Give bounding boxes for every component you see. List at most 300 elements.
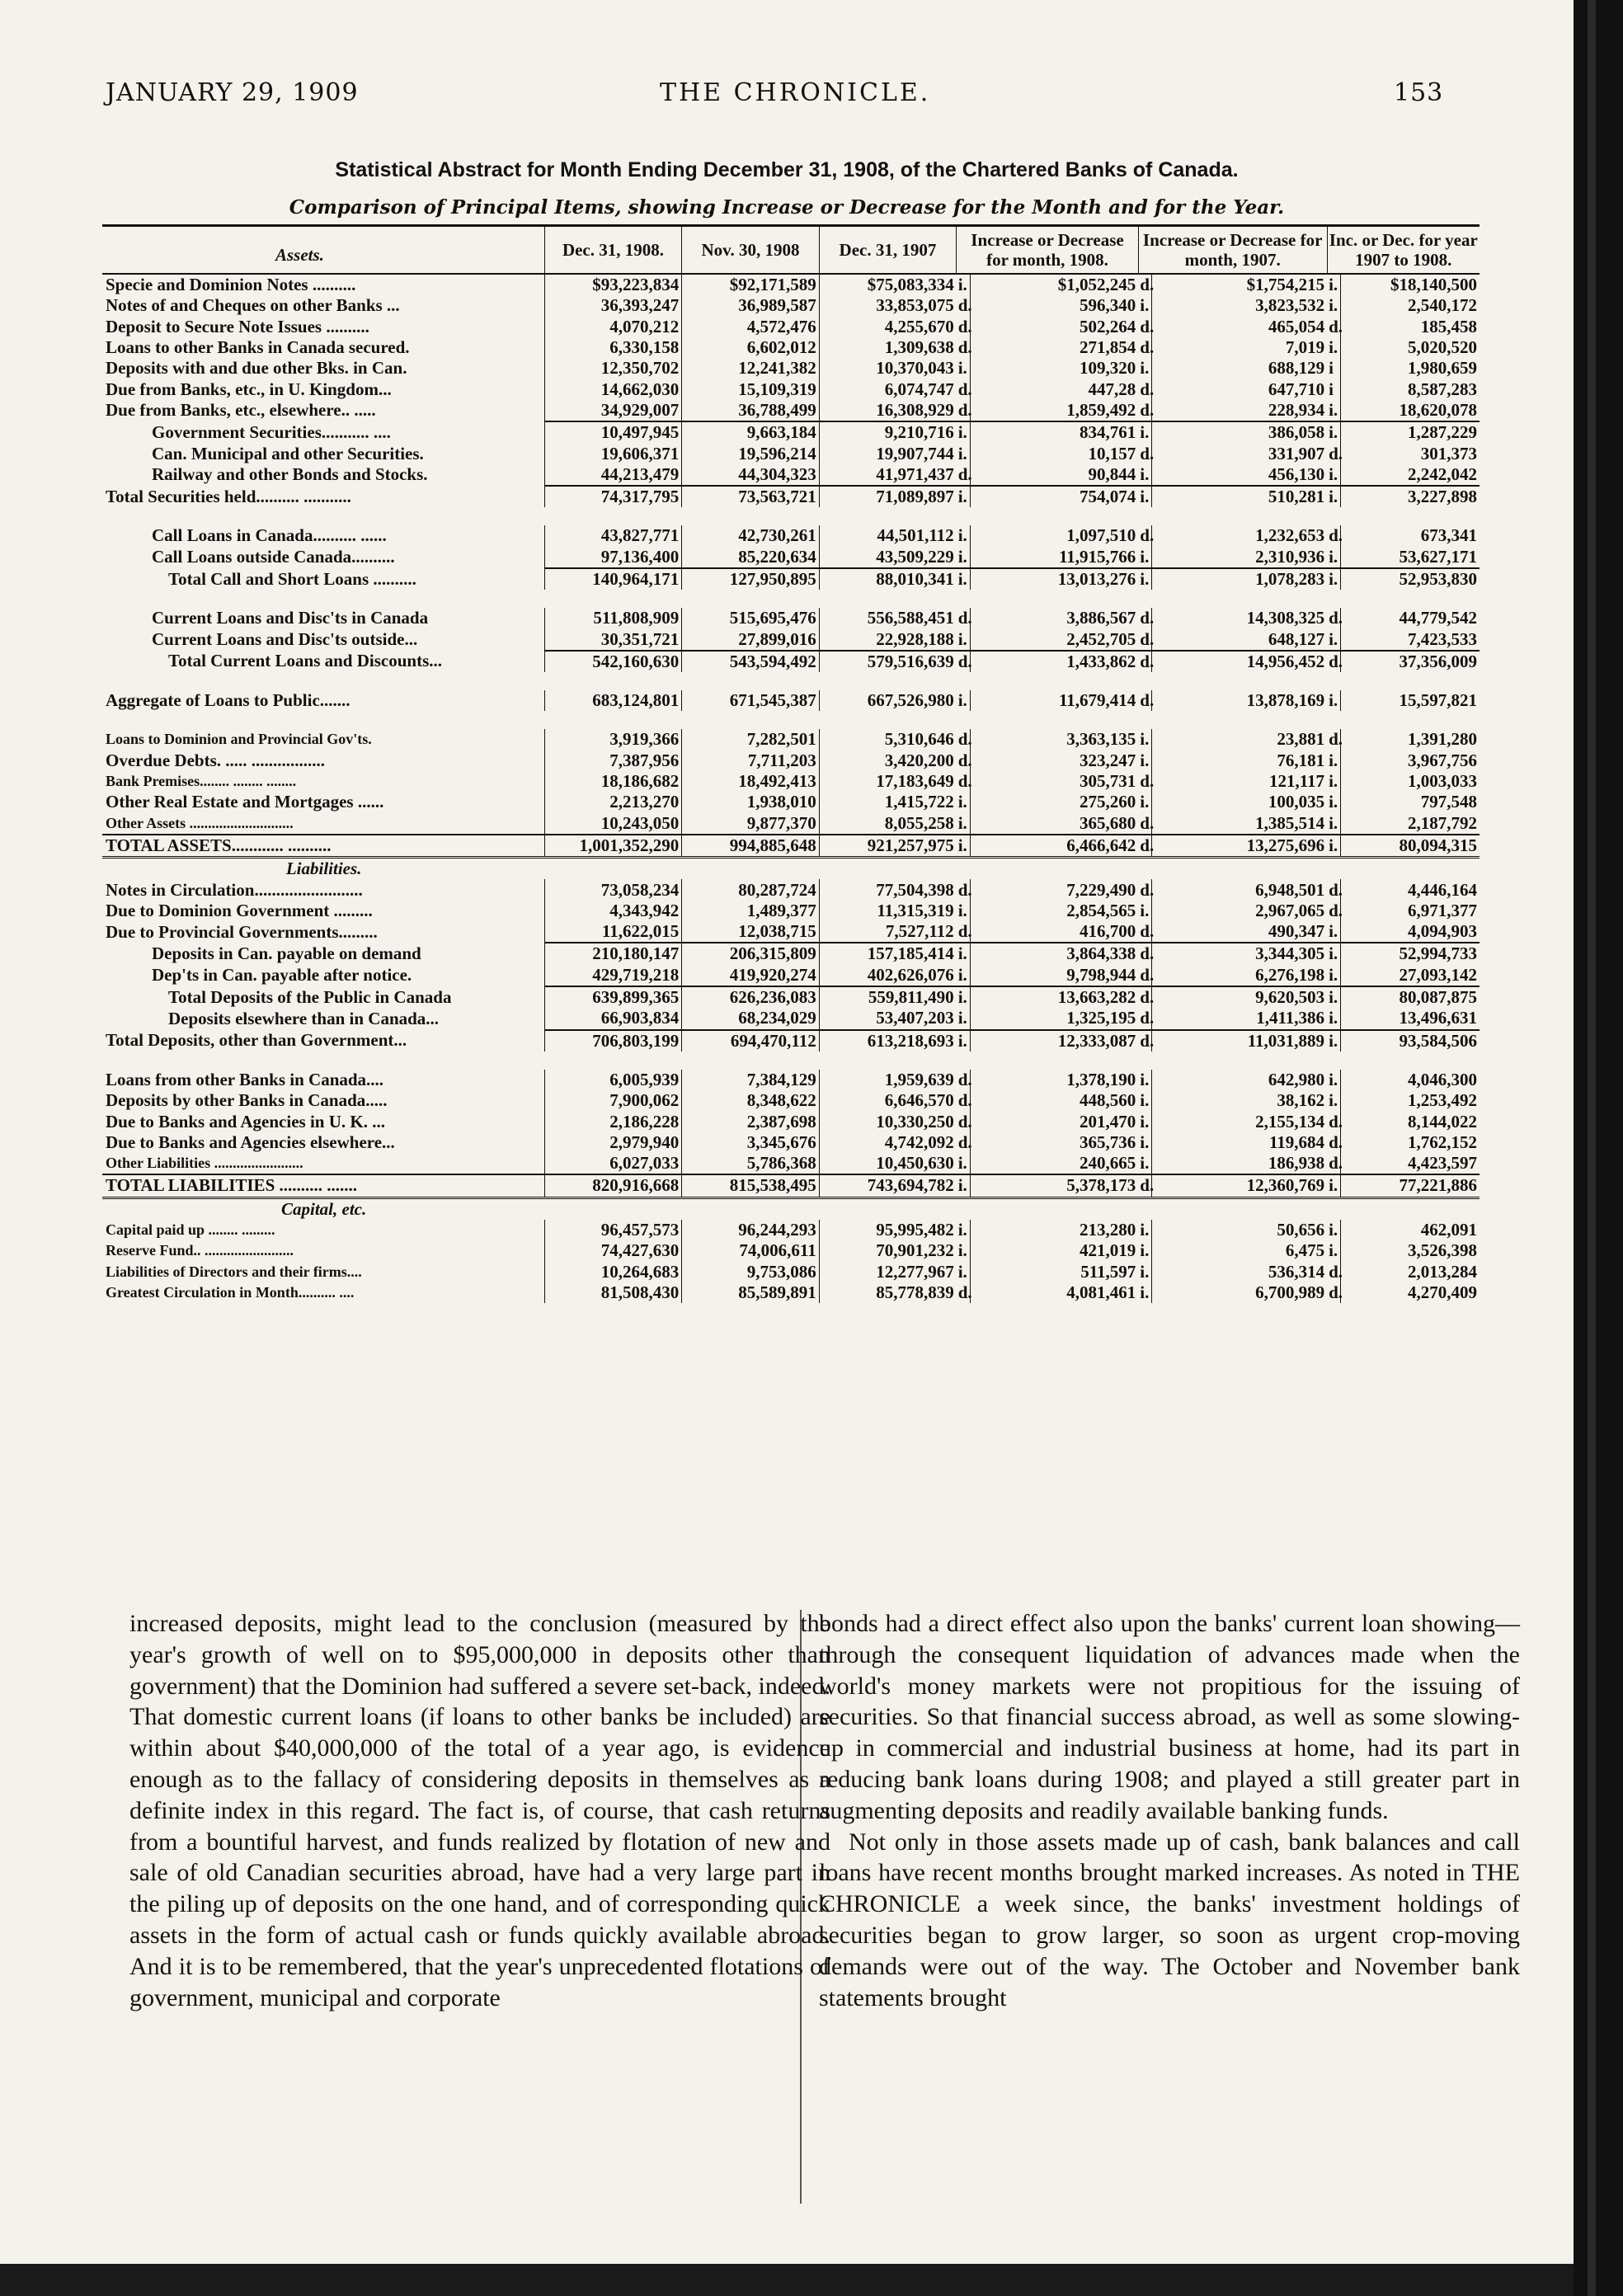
- flag-month-1907: i.: [1329, 1090, 1338, 1111]
- value-dec-1908: 4,070,212: [544, 317, 681, 337]
- flag-month-1907: i.: [1329, 1069, 1338, 1089]
- table-row: [102, 690, 1480, 711]
- value-dec-1908: 6,330,158: [544, 337, 681, 358]
- table-section-row: [102, 858, 1480, 880]
- table-row: [102, 1111, 1480, 1132]
- change-month-1907: 2,155,134: [1152, 1111, 1327, 1132]
- flag-month-1907: d.: [1329, 1132, 1343, 1152]
- value-nov-1908: 12,038,715: [682, 921, 819, 943]
- value-dec-1907: 559,811,490: [819, 986, 956, 1008]
- flag-month-1907: d.: [1329, 729, 1343, 750]
- flag-month-1907: i.: [1329, 1240, 1338, 1261]
- change-month-1908: 6,466,642: [970, 835, 1138, 858]
- value-dec-1907: 1,959,639: [819, 1070, 956, 1090]
- change-month-1908: 201,470: [970, 1111, 1138, 1132]
- table-row: [102, 400, 1480, 421]
- flag-month-1907: i.: [1329, 690, 1338, 711]
- table-row: [102, 486, 1480, 507]
- flag-month-1907: i.: [1329, 1008, 1338, 1028]
- value-dec-1908: 96,457,573: [544, 1220, 681, 1240]
- flag-month-1908: i.: [1140, 792, 1150, 812]
- value-dec-1907: 667,526,980: [819, 690, 956, 711]
- flag-month-1907: d.: [1329, 608, 1343, 628]
- change-month-1908: 1,378,190: [970, 1070, 1138, 1090]
- flag-month-1908: d.: [1140, 399, 1155, 420]
- flag-dec-1907: i.: [957, 568, 970, 590]
- row-label: Total Deposits, other than Government...: [106, 1030, 407, 1051]
- flag-dec-1907: i.: [957, 964, 967, 985]
- change-month-1907: 688,129: [1152, 358, 1327, 379]
- value-nov-1908: 96,244,293: [682, 1220, 819, 1240]
- value-nov-1908: 27,899,016: [682, 628, 819, 650]
- change-month-1908: 596,340: [970, 295, 1138, 316]
- value-nov-1908: 994,885,648: [682, 835, 819, 858]
- row-label: Due from Banks, etc., elsewhere.. .....: [106, 400, 376, 421]
- flag-month-1908: d.: [1140, 1008, 1155, 1028]
- change-month-1907: 14,956,452: [1152, 651, 1327, 672]
- flag-month-1908: d.: [1140, 628, 1155, 649]
- value-dec-1908: 140,964,171: [544, 568, 681, 590]
- change-month-1907: 228,934: [1152, 400, 1327, 421]
- flag-month-1907: i.: [1329, 337, 1338, 358]
- table-row: [102, 317, 1480, 337]
- row-label: Current Loans and Disc'ts outside...: [152, 629, 418, 650]
- row-label: Notes in Circulation.........................: [106, 879, 363, 900]
- table-row: [102, 1261, 1480, 1282]
- table-row: [102, 943, 1480, 964]
- column-header-dec-1908: Dec. 31, 1908.: [544, 226, 681, 275]
- section-filler: [544, 1197, 1480, 1220]
- change-month-1907: 9,620,503: [1152, 986, 1327, 1008]
- flag-dec-1907: i.: [957, 1174, 970, 1197]
- flag-dec-1907: i.: [957, 1220, 967, 1240]
- flag-month-1908: d.: [1140, 337, 1155, 358]
- change-year: 3,227,898: [1340, 486, 1480, 507]
- change-month-1908: 3,864,338: [970, 943, 1138, 964]
- change-month-1908: 12,333,087: [970, 1030, 1138, 1052]
- change-month-1907: 465,054: [1152, 317, 1327, 337]
- value-nov-1908: 42,730,261: [682, 525, 819, 546]
- change-year: 4,423,597: [1340, 1153, 1480, 1174]
- value-dec-1908: 73,058,234: [544, 879, 681, 900]
- column-header-change-month-1907: Increase or Decrease for month, 1907.: [1138, 226, 1327, 275]
- change-month-1907: 50,656: [1152, 1220, 1327, 1240]
- row-label: Total Deposits of the Public in Canada: [168, 986, 452, 1007]
- flag-month-1908: i.: [1140, 358, 1150, 379]
- flag-month-1908: i.: [1140, 295, 1150, 316]
- change-month-1907: 642,980: [1152, 1070, 1327, 1090]
- change-year: 80,087,875: [1340, 986, 1480, 1008]
- flag-month-1907: i.: [1327, 421, 1340, 443]
- change-month-1908: 9,798,944: [970, 965, 1138, 986]
- value-nov-1908: $92,171,589: [682, 274, 819, 295]
- change-month-1907: 648,127: [1152, 628, 1327, 650]
- abstract-subtitle: Comparison of Principal Items, showing Increase or Decrease for the Month and for the Year.: [289, 196, 1285, 219]
- value-dec-1908: 6,027,033: [544, 1153, 681, 1174]
- flag-dec-1907: i.: [957, 943, 970, 964]
- flag-month-1908: d.: [1140, 771, 1155, 792]
- row-label: Liabilities of Directors and their firms....: [106, 1263, 362, 1280]
- flag-month-1908: d.: [1140, 651, 1155, 671]
- value-dec-1908: 74,427,630: [544, 1240, 681, 1261]
- flag-month-1907: i.: [1327, 986, 1340, 1008]
- row-label: TOTAL ASSETS............ ..........: [102, 835, 544, 858]
- value-nov-1908: 6,602,012: [682, 337, 819, 358]
- change-year: 37,356,009: [1340, 651, 1480, 672]
- value-dec-1908: 10,497,945: [544, 421, 681, 443]
- value-nov-1908: 74,006,611: [682, 1240, 819, 1261]
- flag-month-1908: i.: [1140, 750, 1150, 770]
- table-row: [102, 337, 1480, 358]
- flag-month-1908: i.: [1138, 486, 1151, 507]
- change-year: 2,013,284: [1340, 1261, 1480, 1282]
- row-label: Other Assets ............................: [106, 814, 294, 831]
- flag-month-1907: i.: [1329, 964, 1338, 985]
- change-month-1908: 1,859,492: [970, 400, 1138, 421]
- row-label: Loans to Dominion and Provincial Gov'ts.: [106, 731, 372, 748]
- table-row: [102, 608, 1480, 628]
- flag-month-1907: d.: [1329, 1111, 1343, 1132]
- table-row: [102, 835, 1480, 858]
- value-nov-1908: 671,545,387: [682, 690, 819, 711]
- row-label: Due to Dominion Government .........: [106, 900, 373, 920]
- table-row: [102, 358, 1480, 379]
- change-month-1907: 1,385,514: [1152, 813, 1327, 835]
- value-nov-1908: 543,594,492: [682, 651, 819, 672]
- table-row: [102, 525, 1480, 546]
- value-dec-1908: 97,136,400: [544, 547, 681, 568]
- value-dec-1907: 7,527,112: [819, 921, 956, 943]
- row-label: Call Loans in Canada.......... ......: [152, 525, 387, 546]
- value-nov-1908: 4,572,476: [682, 317, 819, 337]
- value-nov-1908: 419,920,274: [682, 965, 819, 986]
- table-row: [102, 1240, 1480, 1261]
- flag-month-1908: i.: [1140, 546, 1150, 567]
- value-dec-1907: 4,742,092: [819, 1132, 956, 1153]
- row-label: Deposits by other Banks in Canada.....: [106, 1090, 388, 1111]
- value-nov-1908: 206,315,809: [682, 943, 819, 964]
- flag-month-1908: i.: [1140, 1261, 1150, 1282]
- value-dec-1908: 2,213,270: [544, 792, 681, 812]
- flag-month-1908: i.: [1140, 463, 1150, 484]
- change-year: 301,373: [1340, 443, 1480, 463]
- spacer-cell: [102, 507, 1480, 525]
- change-month-1907: 647,710: [1152, 379, 1327, 399]
- page-bottom-edge: [0, 2264, 1574, 2296]
- value-dec-1908: 820,916,668: [544, 1174, 681, 1197]
- change-month-1908: 754,074: [970, 486, 1138, 507]
- table-row: [102, 986, 1480, 1008]
- value-nov-1908: 80,287,724: [682, 879, 819, 900]
- change-month-1908: 1,325,195: [970, 1008, 1138, 1029]
- value-dec-1907: 556,588,451: [819, 608, 956, 628]
- change-month-1907: 14,308,325: [1152, 608, 1327, 628]
- table-row: [102, 1153, 1480, 1174]
- flag-month-1907: i.: [1327, 943, 1340, 964]
- change-year: 1,762,152: [1340, 1132, 1480, 1153]
- change-month-1908: 3,363,135: [970, 729, 1138, 750]
- flag-month-1908: i.: [1140, 1220, 1150, 1240]
- change-year: 2,187,792: [1340, 813, 1480, 835]
- change-year: 44,779,542: [1340, 608, 1480, 628]
- value-dec-1908: 706,803,199: [544, 1030, 681, 1052]
- value-nov-1908: 18,492,413: [682, 771, 819, 792]
- value-dec-1907: 3,420,200: [819, 750, 956, 771]
- value-dec-1908: 4,343,942: [544, 901, 681, 921]
- row-label: Can. Municipal and other Securities.: [152, 443, 424, 463]
- change-month-1907: 2,967,065: [1152, 901, 1327, 921]
- value-nov-1908: 85,589,891: [682, 1282, 819, 1303]
- row-label: Specie and Dominion Notes ..........: [106, 275, 356, 295]
- table-row: [102, 1090, 1480, 1111]
- flag-month-1907: i: [1329, 379, 1334, 399]
- change-year: 3,967,756: [1340, 750, 1480, 771]
- flag-month-1908: d.: [1140, 987, 1155, 1008]
- table-header-row: [102, 226, 1480, 275]
- flag-month-1908: d.: [1138, 835, 1151, 858]
- change-month-1907: 12,360,769: [1152, 1174, 1327, 1197]
- change-year: 53,627,171: [1340, 547, 1480, 568]
- change-month-1908: 421,019: [970, 1240, 1138, 1261]
- value-dec-1907: 12,277,967: [819, 1261, 956, 1282]
- change-month-1907: 121,117: [1152, 771, 1327, 792]
- flag-month-1908: d.: [1140, 812, 1155, 833]
- value-dec-1907: 10,370,043: [819, 358, 956, 379]
- value-nov-1908: 1,938,010: [682, 792, 819, 812]
- flag-dec-1907: d.: [957, 1111, 972, 1132]
- change-month-1907: 510,281: [1152, 486, 1327, 507]
- flag-dec-1907: i.: [957, 812, 967, 833]
- change-month-1907: 38,162: [1152, 1090, 1327, 1111]
- value-dec-1908: $93,223,834: [544, 274, 681, 295]
- value-dec-1908: 2,979,940: [544, 1132, 681, 1153]
- change-month-1907: 76,181: [1152, 750, 1327, 771]
- value-dec-1908: 44,213,479: [544, 464, 681, 486]
- value-dec-1908: 18,186,682: [544, 771, 681, 792]
- table-row: [102, 813, 1480, 835]
- table-row: [102, 464, 1480, 486]
- change-month-1908: 13,663,282: [970, 986, 1138, 1008]
- flag-month-1908: d.: [1140, 964, 1155, 985]
- change-month-1907: 331,907: [1152, 443, 1327, 463]
- change-year: $18,140,500: [1340, 274, 1480, 295]
- flag-month-1907: i.: [1329, 628, 1338, 649]
- value-nov-1908: 85,220,634: [682, 547, 819, 568]
- value-dec-1908: 3,919,366: [544, 729, 681, 750]
- row-label: Reserve Fund.. ........................: [106, 1242, 294, 1259]
- flag-month-1908: d.: [1140, 608, 1155, 628]
- header-date: JANUARY 29, 1909: [106, 78, 359, 107]
- change-month-1907: 1,078,283: [1152, 568, 1327, 590]
- value-dec-1908: 6,005,939: [544, 1070, 681, 1090]
- value-dec-1907: 9,210,716: [819, 421, 956, 443]
- value-dec-1907: 95,995,482: [819, 1220, 956, 1240]
- flag-dec-1907: d.: [957, 750, 972, 770]
- change-month-1908: 365,736: [970, 1132, 1138, 1153]
- value-dec-1908: 429,719,218: [544, 965, 681, 986]
- row-label: Due to Banks and Agencies in U. K. ...: [106, 1111, 385, 1132]
- change-month-1908: 10,157: [970, 443, 1138, 463]
- value-dec-1908: 66,903,834: [544, 1008, 681, 1029]
- change-month-1908: 416,700: [970, 921, 1138, 943]
- table-spacer-row: [102, 672, 1480, 690]
- flag-month-1907: i.: [1329, 921, 1338, 942]
- value-nov-1908: 36,989,587: [682, 295, 819, 316]
- column-header-change-year: Inc. or Dec. for year 1907 to 1908.: [1327, 226, 1480, 275]
- flag-month-1908: d.: [1140, 275, 1155, 295]
- flag-month-1907: i.: [1329, 546, 1338, 567]
- flag-month-1907: d.: [1329, 651, 1343, 671]
- table-row: [102, 901, 1480, 921]
- flag-month-1907: d.: [1329, 1282, 1343, 1302]
- value-dec-1907: 17,183,649: [819, 771, 956, 792]
- value-dec-1908: 74,317,795: [544, 486, 681, 507]
- value-dec-1907: 1,415,722: [819, 792, 956, 812]
- value-nov-1908: 1,489,377: [682, 901, 819, 921]
- header-page-number: 153: [1394, 78, 1444, 107]
- change-month-1907: 1,411,386: [1152, 1008, 1327, 1029]
- change-month-1907: 23,881: [1152, 729, 1327, 750]
- value-dec-1908: 542,160,630: [544, 651, 681, 672]
- article-left-column: [129, 1608, 830, 2013]
- change-year: 13,496,631: [1340, 1008, 1480, 1029]
- flag-month-1908: i.: [1140, 1240, 1150, 1261]
- value-dec-1908: 43,827,771: [544, 525, 681, 546]
- article-paragraph: bonds had a direct effect also upon the banks' current loan showing—through the consequent liquidation of advances made when the world's money markets were not propitious for the issuing of securities. So that financial success abroad, as well as some slowing-up in commercial and industrial business at home, had its part in reducing bank loans during 1908; and played a still greater part in augmenting deposits and readily available banking funds.: [819, 1610, 1520, 1824]
- value-dec-1907: 5,310,646: [819, 729, 956, 750]
- row-label: Deposits with and due other Bks. in Can.: [106, 358, 407, 379]
- value-dec-1907: 743,694,782: [819, 1174, 956, 1197]
- value-dec-1907: 10,450,630: [819, 1153, 956, 1174]
- value-dec-1908: 81,508,430: [544, 1282, 681, 1303]
- value-dec-1908: 7,900,062: [544, 1090, 681, 1111]
- value-dec-1907: 6,074,747: [819, 379, 956, 399]
- value-nov-1908: 7,711,203: [682, 750, 819, 771]
- flag-month-1907: d.: [1329, 1153, 1343, 1174]
- flag-month-1907: i.: [1329, 275, 1338, 295]
- flag-dec-1907: i.: [957, 1153, 967, 1174]
- row-label: Notes of and Cheques on other Banks ...: [106, 295, 400, 316]
- flag-month-1908: i.: [1140, 1111, 1150, 1132]
- flag-dec-1907: i.: [957, 525, 967, 546]
- table-row: [102, 628, 1480, 650]
- table-row: [102, 443, 1480, 463]
- row-label: TOTAL LIABILITIES .......... .......: [102, 1174, 544, 1197]
- flag-month-1908: d.: [1140, 690, 1155, 711]
- flag-month-1907: i.: [1327, 486, 1340, 507]
- value-dec-1908: 210,180,147: [544, 943, 681, 964]
- flag-month-1908: d.: [1140, 379, 1155, 399]
- change-year: 4,270,409: [1340, 1282, 1480, 1303]
- row-label: Other Liabilities ........................: [106, 1155, 303, 1172]
- flag-dec-1907: d.: [957, 1132, 972, 1152]
- change-month-1908: 834,761: [970, 421, 1138, 443]
- value-dec-1907: 402,626,076: [819, 965, 956, 986]
- flag-dec-1907: d.: [957, 1282, 972, 1302]
- flag-month-1908: d.: [1140, 443, 1155, 463]
- flag-month-1907: d.: [1329, 443, 1343, 463]
- change-month-1907: 13,275,696: [1152, 835, 1327, 858]
- change-year: 5,020,520: [1340, 337, 1480, 358]
- flag-dec-1907: i.: [957, 792, 967, 812]
- change-month-1908: 365,680: [970, 813, 1138, 835]
- change-month-1907: 6,276,198: [1152, 965, 1327, 986]
- change-month-1907: 2,310,936: [1152, 547, 1327, 568]
- statistical-table-container: [102, 224, 1480, 1303]
- change-month-1907: 11,031,889: [1152, 1030, 1327, 1052]
- spacer-cell: [102, 672, 1480, 690]
- flag-month-1908: d.: [1140, 921, 1155, 942]
- flag-month-1908: i.: [1138, 568, 1151, 590]
- table-row: [102, 1008, 1480, 1029]
- book-spine: [1574, 0, 1623, 2296]
- flag-month-1907: i.: [1329, 295, 1338, 316]
- value-nov-1908: 7,384,129: [682, 1070, 819, 1090]
- change-month-1907: 119,684: [1152, 1132, 1327, 1153]
- value-nov-1908: 8,348,622: [682, 1090, 819, 1111]
- change-month-1907: 3,344,305: [1152, 943, 1327, 964]
- row-label: Due to Provincial Governments.........: [106, 921, 378, 942]
- row-label: Capital paid up ........ .........: [106, 1221, 275, 1239]
- flag-month-1908: d.: [1140, 943, 1155, 964]
- change-month-1908: 2,452,705: [970, 628, 1138, 650]
- value-dec-1907: 157,185,414: [819, 943, 956, 964]
- change-month-1908: 305,731: [970, 771, 1138, 792]
- change-year: 2,540,172: [1340, 295, 1480, 316]
- change-month-1908: 11,915,766: [970, 547, 1138, 568]
- change-year: 93,584,506: [1340, 1030, 1480, 1052]
- value-dec-1907: 6,646,570: [819, 1090, 956, 1111]
- table-row: [102, 750, 1480, 771]
- flag-dec-1907: i.: [957, 486, 970, 507]
- flag-month-1908: d.: [1138, 1174, 1151, 1197]
- value-dec-1908: 34,929,007: [544, 400, 681, 421]
- change-year: 6,971,377: [1340, 901, 1480, 921]
- flag-month-1908: d.: [1140, 1030, 1155, 1051]
- value-dec-1908: 19,606,371: [544, 443, 681, 463]
- change-year: 4,446,164: [1340, 879, 1480, 900]
- flag-month-1908: d.: [1140, 879, 1155, 900]
- value-dec-1908: 7,387,956: [544, 750, 681, 771]
- row-label: Deposit to Secure Note Issues ..........: [106, 316, 369, 336]
- change-month-1908: 5,378,173: [970, 1174, 1138, 1197]
- change-year: 80,094,315: [1340, 835, 1480, 858]
- change-year: 4,094,903: [1340, 921, 1480, 943]
- flag-dec-1907: i.: [957, 900, 967, 920]
- flag-dec-1907: i.: [957, 546, 967, 567]
- value-dec-1908: 683,124,801: [544, 690, 681, 711]
- flag-month-1907: i.: [1329, 399, 1338, 420]
- change-month-1907: $1,754,215: [1152, 274, 1327, 295]
- value-nov-1908: 127,950,895: [682, 568, 819, 590]
- flag-month-1908: i.: [1140, 1069, 1150, 1089]
- change-month-1907: 6,948,501: [1152, 879, 1327, 900]
- value-dec-1907: 43,509,229: [819, 547, 956, 568]
- change-year: 8,587,283: [1340, 379, 1480, 399]
- change-year: 673,341: [1340, 525, 1480, 546]
- flag-dec-1907: d.: [957, 379, 972, 399]
- table-row: [102, 879, 1480, 900]
- flag-month-1907: d.: [1329, 879, 1343, 900]
- flag-dec-1907: i.: [957, 1240, 967, 1261]
- change-year: 1,253,492: [1340, 1090, 1480, 1111]
- table-row: [102, 1070, 1480, 1090]
- table-row: [102, 547, 1480, 568]
- flag-month-1908: i.: [1140, 1090, 1150, 1111]
- change-month-1907: 100,035: [1152, 792, 1327, 812]
- flag-month-1908: d.: [1140, 525, 1155, 546]
- value-nov-1908: 3,345,676: [682, 1132, 819, 1153]
